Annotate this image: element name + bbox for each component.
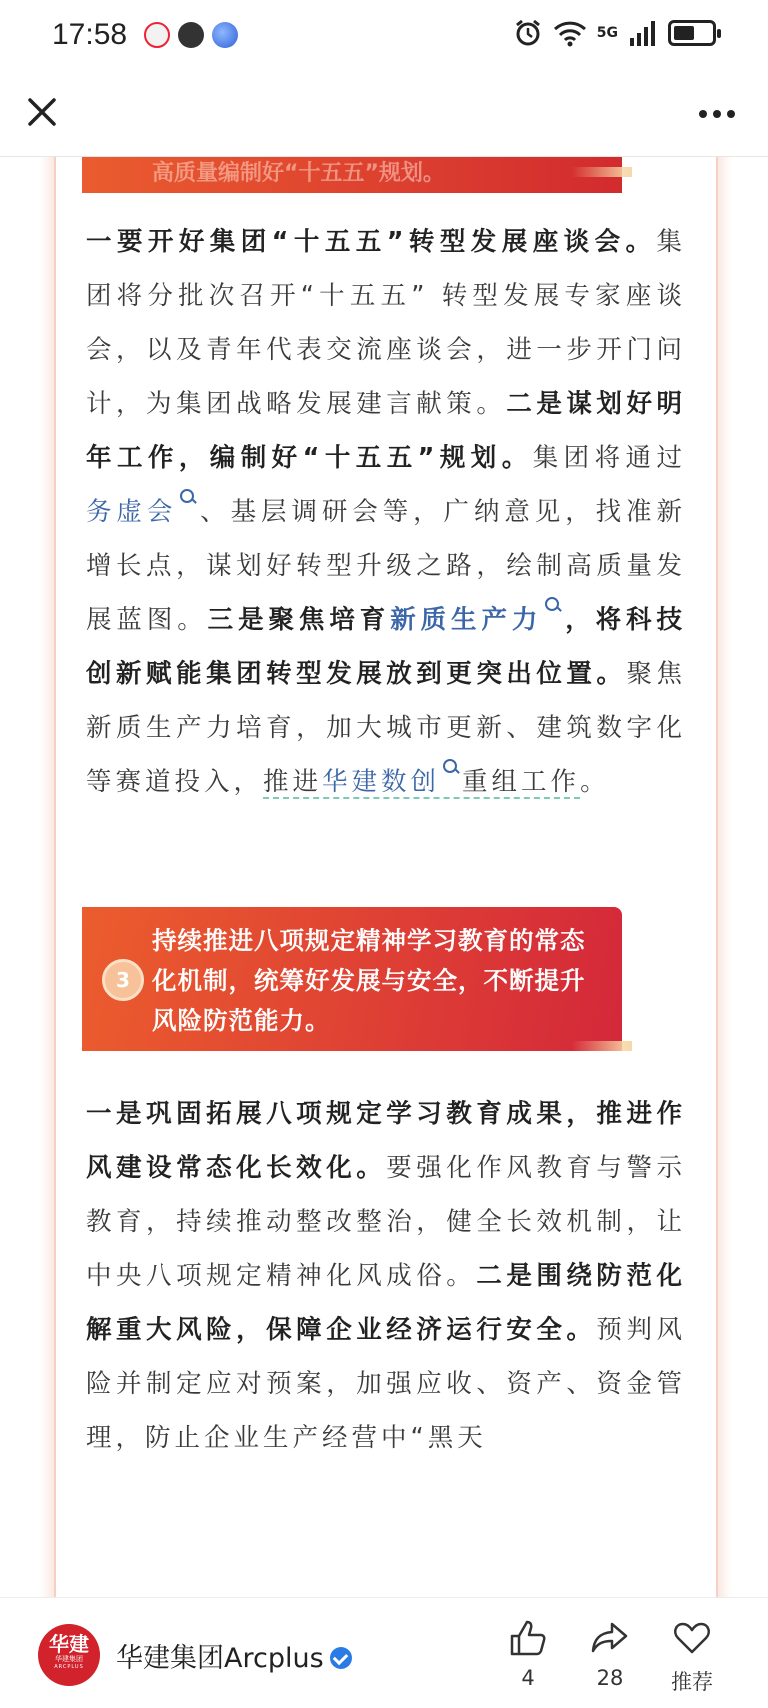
- status-time: 17:58: [52, 18, 128, 51]
- search-icon[interactable]: [544, 596, 562, 614]
- sentence-end: 。: [580, 767, 610, 797]
- point-three-text: 聚焦新质生产力培育，加大城市更新、建筑数字化等赛道投入，: [86, 659, 686, 797]
- keyword-link-new-productivity[interactable]: 新质生产力: [390, 605, 543, 635]
- wifi-icon: [553, 19, 587, 47]
- banner-accent: [572, 167, 632, 177]
- link-prefix: 推进: [263, 767, 323, 797]
- recommend-button[interactable]: [652, 1618, 732, 1696]
- previous-section-banner: [82, 157, 622, 193]
- keyword-link-wuxuhui[interactable]: 务虚会: [86, 497, 178, 527]
- point-two-text-b: 、基层调研会等，广纳意见，找准新增长点，谋划好转型升级之路，绘制高质量发展蓝图。: [86, 497, 686, 635]
- like-button[interactable]: [488, 1618, 568, 1690]
- point-three-heading-b: ，将科技创新赋能集团转型发展放到更突出位置。: [86, 605, 686, 689]
- section-number-badge: 3: [102, 959, 144, 1001]
- share-arrow-icon: [590, 1618, 630, 1658]
- underlined-phrase[interactable]: [263, 767, 580, 799]
- point-one-heading: 一是巩固拓展八项规定学习教育成果，推进作风建设常态化长效化。: [86, 1099, 686, 1183]
- point-one-heading: 一要开好集团“十五五”转型发展座谈会。: [86, 227, 657, 257]
- close-icon[interactable]: [20, 90, 64, 134]
- paragraph-discipline: [86, 1087, 686, 1465]
- account-name-text: 华建集团Arcplus: [116, 1643, 324, 1674]
- section-3-title: 持续推进八项规定精神学习教育的常态化机制，统筹好发展与安全，不断提升风险防范能力。: [152, 926, 586, 1035]
- system-icons: [513, 18, 716, 48]
- section-3-banner: [82, 907, 622, 1051]
- network-type-label: 5G: [596, 25, 618, 41]
- logo-mark: 华建: [49, 1632, 89, 1656]
- point-one-text: 要强化作风教育与警示教育，持续推动整改整治，健全长效机制，让中央八项规定精神化风成俗。: [86, 1153, 686, 1291]
- status-bar: [0, 0, 768, 72]
- logo-english: ARCPLUS: [54, 1664, 84, 1670]
- map-app-icon: [144, 22, 170, 48]
- account-avatar[interactable]: [38, 1624, 100, 1686]
- heart-icon: [672, 1618, 712, 1658]
- paragraph-plan: [86, 215, 686, 809]
- article-content[interactable]: [0, 157, 768, 1597]
- thumbs-up-icon: [508, 1618, 548, 1658]
- account-name[interactable]: [116, 1636, 352, 1675]
- logo-subtitle: 华建集团: [55, 1655, 83, 1663]
- alarm-icon: [513, 18, 543, 48]
- point-two-text: 预判风险并制定应对预案，加强应收、资产、资金管理，防止企业生产经营中“黑天: [86, 1315, 686, 1453]
- search-icon[interactable]: [179, 488, 197, 506]
- signal-icon: [628, 20, 658, 46]
- point-two-text-a: 集团将通过: [532, 443, 686, 473]
- point-two-heading: 二是围绕防范化解重大风险，保障企业经济运行安全。: [86, 1261, 686, 1345]
- more-options-icon[interactable]: [698, 109, 736, 119]
- point-one-text: 集团将分批次召开“十五五” 转型发展专家座谈会，以及青年代表交流座谈会，进一步开门问计，为集团战略发展建言献策。: [86, 227, 686, 419]
- like-count: 4: [521, 1666, 535, 1690]
- point-two-heading: 二是谋划好明年工作，编制好“十五五”规划。: [86, 389, 686, 473]
- keyword-link-huajian-shuchuang[interactable]: 华建数创: [322, 767, 441, 797]
- search-icon[interactable]: [442, 758, 460, 776]
- verified-badge-icon: [330, 1647, 352, 1669]
- battery-icon: [668, 20, 716, 46]
- previous-section-title: 高质量编制好“十五五”规划。: [152, 161, 445, 186]
- recommend-label: 推荐: [671, 1670, 713, 1694]
- browser-app-icon: [212, 22, 238, 48]
- banner-accent: [572, 1041, 632, 1051]
- share-button[interactable]: [570, 1618, 650, 1690]
- chat-bubble-icon: [178, 22, 204, 48]
- bottom-action-bar: [0, 1597, 768, 1708]
- article-panel: [54, 157, 718, 1597]
- notification-icons: [144, 22, 238, 48]
- share-count: 28: [596, 1666, 624, 1690]
- link-suffix: 重组工作: [462, 767, 581, 797]
- top-navigation-bar: [0, 72, 768, 157]
- point-three-heading-a: 三是聚焦培育: [207, 605, 391, 635]
